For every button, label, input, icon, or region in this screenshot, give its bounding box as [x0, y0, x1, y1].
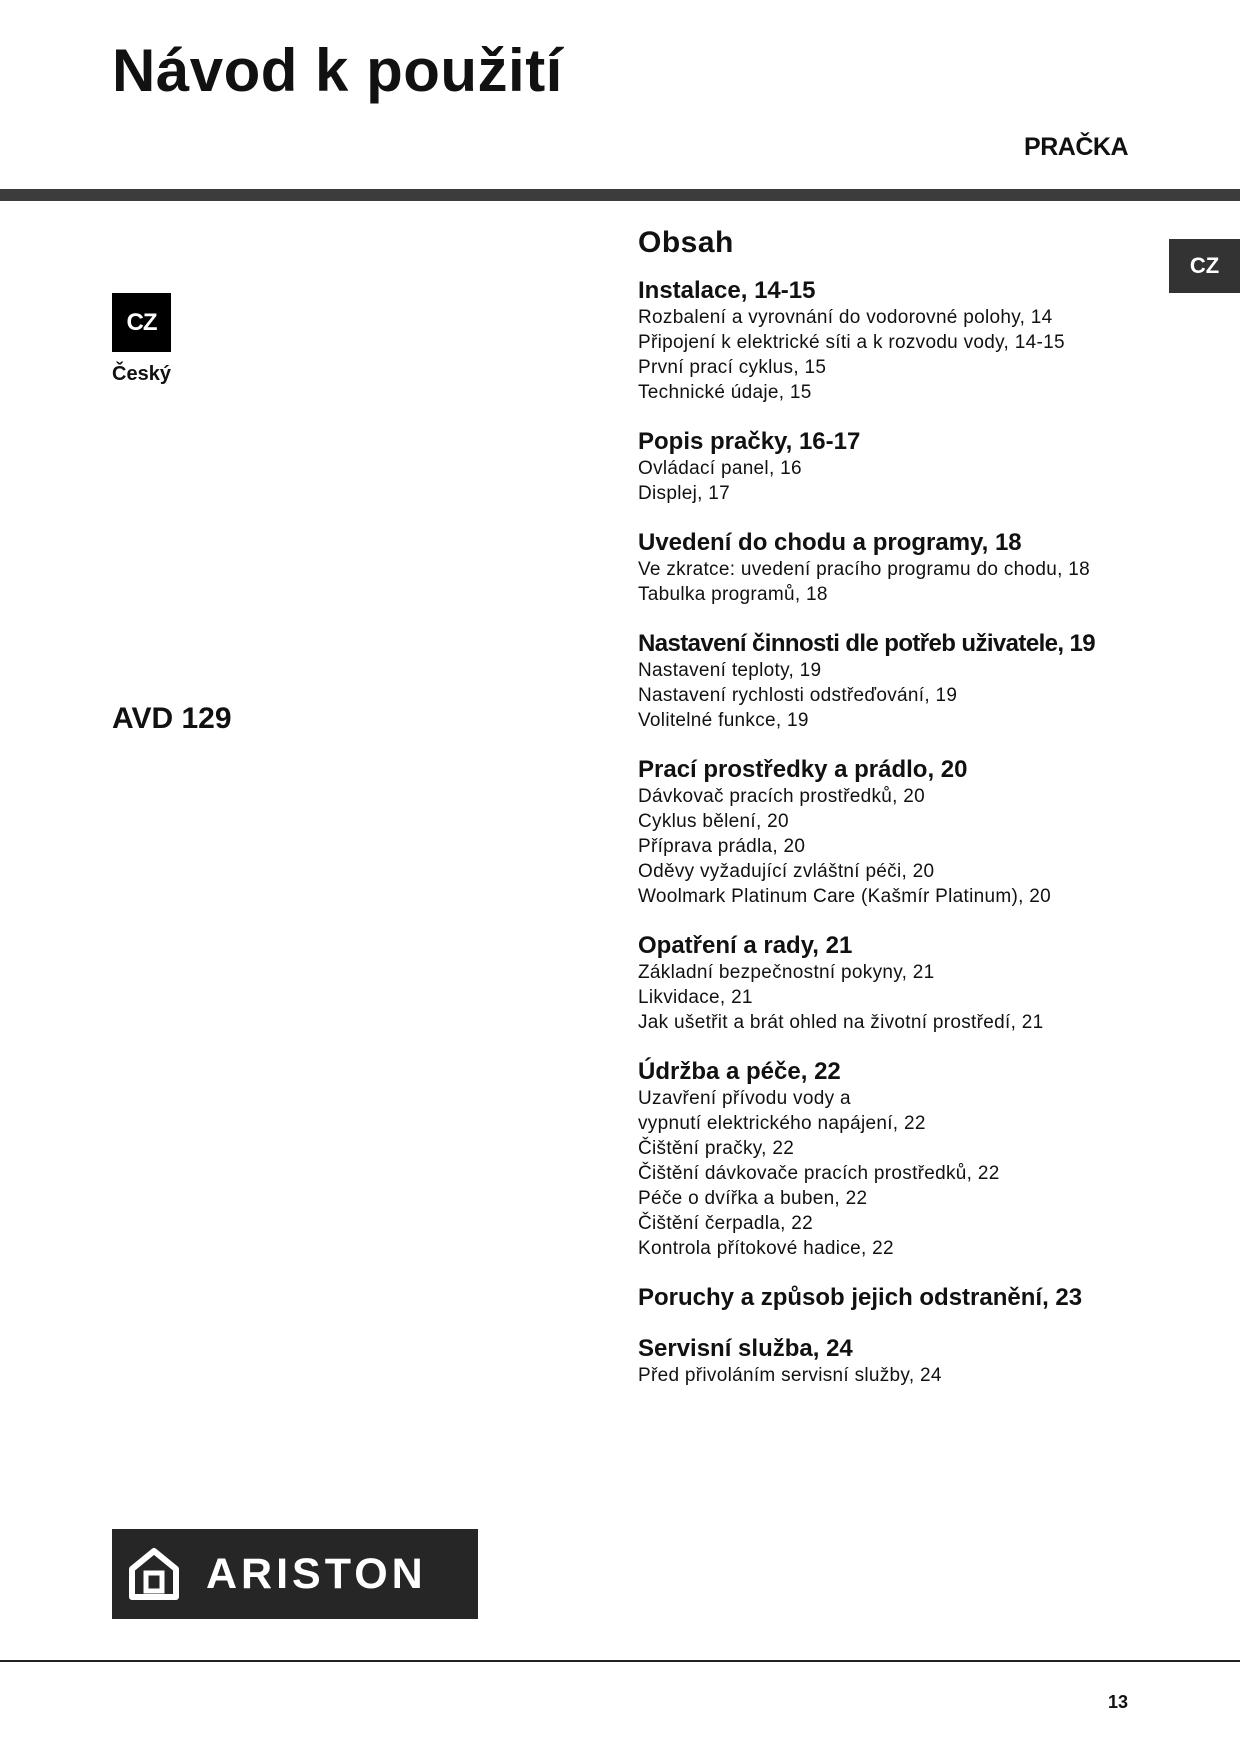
table-of-contents [638, 225, 1158, 1411]
toc-section-title: Servisní služba, 24 [638, 1335, 853, 1362]
toc-section [638, 529, 1158, 607]
footer-divider [0, 1660, 1240, 1662]
toc-item: První prací cyklus, 15 [638, 357, 827, 378]
toc-section [638, 277, 1158, 405]
toc-section [638, 1335, 1158, 1388]
toc-item: Displej, 17 [638, 483, 731, 504]
toc-item: Tabulka programů, 18 [638, 584, 828, 605]
toc-item: Ovládací panel, 16 [638, 458, 802, 479]
side-tab-label: CZ [1189, 253, 1220, 278]
ariston-logo [112, 1529, 478, 1619]
language-badge-label: CZ [126, 308, 157, 336]
model-name: AVD 129 [112, 702, 232, 735]
toc-item: Péče o dvířka a buben, 22 [638, 1188, 868, 1209]
logo-text: ARISTON [206, 1549, 427, 1598]
toc-item: Rozbalení a vyrovnání do vodorovné polohy, 14 [638, 307, 1053, 328]
toc-section [638, 932, 1158, 1035]
toc-item: vypnutí elektrického napájení, 22 [638, 1113, 926, 1134]
toc-item: Technické údaje, 15 [638, 382, 812, 403]
language-badge [112, 293, 171, 352]
toc-item: Likvidace, 21 [638, 987, 753, 1008]
house-icon [128, 1547, 180, 1601]
header-divider [0, 189, 1240, 201]
toc-heading: Obsah [638, 226, 734, 259]
toc-section-title: Poruchy a způsob jejich odstranění, 23 [638, 1284, 1083, 1311]
toc-section-title: Instalace, 14-15 [638, 277, 816, 304]
toc-section [638, 1058, 1158, 1261]
toc-item: Základní bezpečnostní pokyny, 21 [638, 962, 935, 983]
toc-section-title: Uvedení do chodu a programy, 18 [638, 529, 1022, 556]
toc-section [638, 630, 1158, 733]
toc-item: Příprava prádla, 20 [638, 836, 806, 857]
document-title: Návod k použití [112, 37, 563, 104]
toc-section-title: Popis pračky, 16-17 [638, 428, 861, 455]
toc-section-title: Opatření a rady, 21 [638, 932, 853, 959]
language-side-tab [1169, 239, 1240, 293]
toc-item: Před přivoláním servisní služby, 24 [638, 1365, 942, 1386]
toc-section [638, 1284, 1158, 1312]
toc-item: Dávkovač pracích prostředků, 20 [638, 786, 926, 807]
toc-section [638, 428, 1158, 506]
toc-item: Cyklus bělení, 20 [638, 811, 789, 832]
toc-section-title: Prací prostředky a prádlo, 20 [638, 756, 968, 783]
toc-sections [638, 277, 1158, 1388]
toc-section-title: Nastavení činnosti dle potřeb uživatele, 19 [638, 630, 1096, 657]
toc-item: Jak ušetřit a brát ohled na životní prostředí, 21 [638, 1012, 1044, 1033]
product-type: PRAČKA [1024, 133, 1128, 161]
toc-item: Nastavení rychlosti odstřeďování, 19 [638, 685, 958, 706]
toc-item: Připojení k elektrické síti a k rozvodu vody, 14-15 [638, 332, 1065, 353]
toc-item: Woolmark Platinum Care (Kašmír Platinum), 20 [638, 886, 1052, 907]
toc-section-title: Údržba a péče, 22 [638, 1058, 841, 1085]
toc-item: Oděvy vyžadující zvláštní péči, 20 [638, 861, 935, 882]
toc-item: Čištění dávkovače pracích prostředků, 22 [638, 1163, 1000, 1184]
toc-item: Kontrola přítokové hadice, 22 [638, 1238, 894, 1259]
toc-section [638, 756, 1158, 909]
language-name: Český [112, 363, 171, 385]
toc-item: Čištění čerpadla, 22 [638, 1213, 813, 1234]
toc-item: Volitelné funkce, 19 [638, 710, 809, 731]
toc-item: Čištění pračky, 22 [638, 1138, 795, 1159]
toc-item: Uzavření přívodu vody a [638, 1088, 851, 1109]
page-number: 13 [1107, 1692, 1128, 1712]
toc-item: Nastavení teploty, 19 [638, 660, 822, 681]
toc-item: Ve zkratce: uvedení pracího programu do chodu, 18 [638, 559, 1090, 580]
